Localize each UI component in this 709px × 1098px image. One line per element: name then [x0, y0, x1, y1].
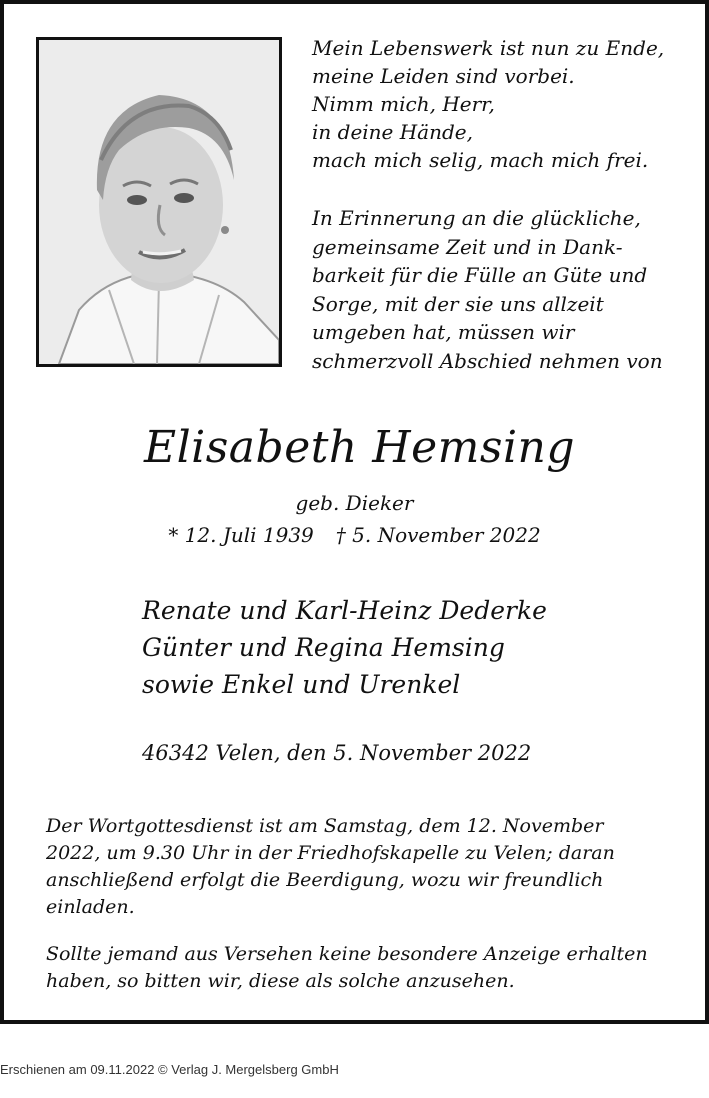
life-dates — [0, 520, 709, 550]
mourner-line: sowie Enkel und Urenkel — [142, 670, 461, 699]
mourner-line: Renate und Karl-Heinz Dederke — [142, 596, 547, 625]
portrait-image — [39, 40, 279, 364]
notice-text — [46, 941, 666, 995]
remembrance-text — [312, 204, 697, 375]
mourner-line: Günter und Regina Hemsing — [142, 633, 505, 662]
deceased-name: Elisabeth Hemsing — [143, 422, 576, 473]
birth-date: * 12. Juli 1939 — [168, 523, 314, 547]
service-line: anschließend erfolgt die Beerdigung, wozu wir freundlich — [46, 869, 604, 891]
remembrance-line: barkeit für die Fülle an Güte und — [312, 263, 648, 287]
publication-footer: Erschienen am 09.11.2022 © Verlag J. Mergelsberg GmbH — [0, 1062, 339, 1077]
birth-name: geb. Dieker — [295, 491, 414, 515]
portrait-photo — [36, 37, 282, 367]
remembrance-line: Sorge, mit der sie uns allzeit — [312, 291, 604, 316]
service-line: Der Wortgottesdienst ist am Samstag, dem 12. November — [46, 815, 604, 837]
poem-line: Nimm mich, Herr, — [312, 92, 495, 116]
remembrance-line: umgeben hat, müssen wir — [312, 320, 575, 344]
death-date: † 5. November 2022 — [335, 523, 541, 547]
remembrance-line: gemeinsame Zeit und in Dank- — [312, 234, 623, 259]
place-and-date: 46342 Velen, den 5. November 2022 — [142, 741, 532, 765]
poem-verse — [312, 34, 692, 174]
notice-line: Sollte jemand aus Versehen keine besondere Anzeige erhalten — [46, 943, 648, 965]
remembrance-line: In Erinnerung an die glückliche, — [312, 206, 641, 230]
service-information — [46, 813, 666, 921]
poem-line: in deine Hände, — [312, 120, 473, 144]
poem-line: mach mich selig, mach mich frei. — [312, 148, 649, 172]
notice-line: haben, so bitten wir, diese als solche anzusehen. — [46, 970, 515, 992]
service-line: einladen. — [46, 896, 135, 918]
poem-line: Mein Lebenswerk ist nun zu Ende, — [312, 36, 665, 60]
remembrance-line: schmerzvoll Abschied nehmen von — [312, 348, 663, 373]
family-mourners — [142, 592, 662, 703]
poem-line: meine Leiden sind vorbei. — [312, 64, 575, 88]
service-line: 2022, um 9.30 Uhr in der Friedhofskapelle zu Velen; daran — [46, 842, 615, 864]
